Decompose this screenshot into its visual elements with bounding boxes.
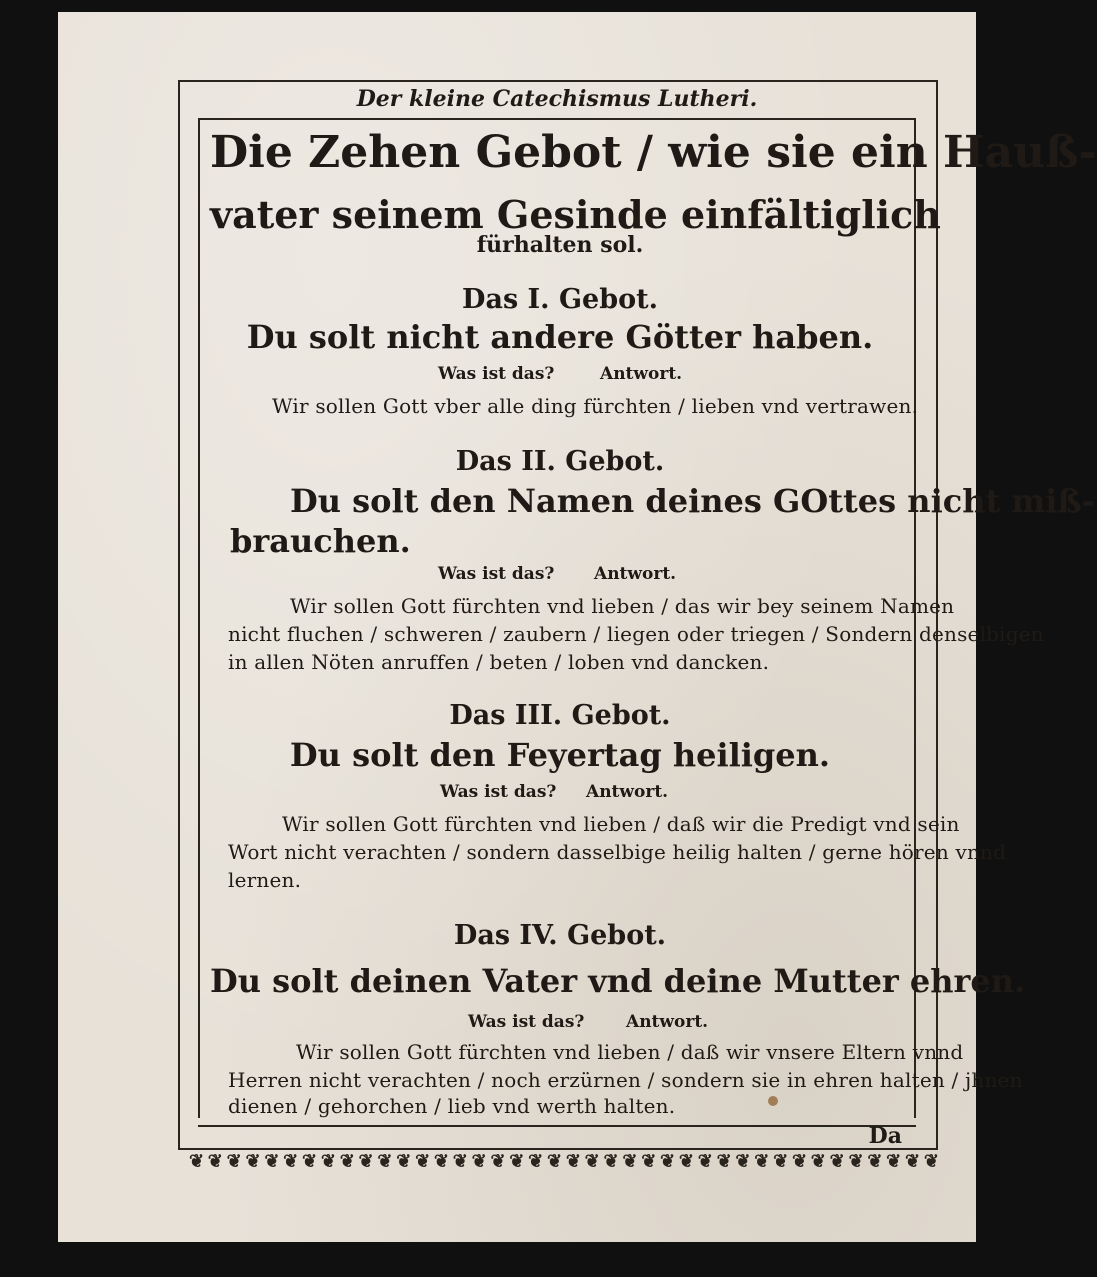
question-label: Was ist das?: [438, 364, 555, 384]
running-head: Der kleine Catechismus Lutheri.: [356, 86, 758, 112]
ornament-fleuron-icon: ❦: [528, 1151, 544, 1172]
answer-line: nicht fluchen / schweren / zaubern / liegen oder triegen / Sondern denselbigen: [228, 622, 1044, 646]
ornament-fleuron-icon: ❦: [641, 1151, 657, 1172]
ornament-fleuron-icon: ❦: [452, 1151, 468, 1172]
ornament-fleuron-icon: ❦: [603, 1151, 619, 1172]
ornament-fleuron-icon: ❦: [829, 1151, 845, 1172]
catchword: Da: [868, 1123, 902, 1149]
ornament-fleuron-icon: ❦: [773, 1151, 789, 1172]
ornament-fleuron-icon: ❦: [396, 1151, 412, 1172]
answer-label: Antwort.: [600, 364, 683, 384]
ornament-fleuron-icon: ❦: [358, 1151, 374, 1172]
commandment-heading: Das I. Gebot.: [462, 284, 658, 315]
ornament-fleuron-icon: ❦: [622, 1151, 638, 1172]
ornament-fleuron-icon: ❦: [697, 1151, 713, 1172]
answer-line: in allen Nöten anruffen / beten / loben vnd dancken.: [228, 650, 770, 674]
ornament-fleuron-icon: ❦: [264, 1151, 280, 1172]
answer-label: Antwort.: [586, 782, 669, 802]
ornament-fleuron-icon: ❦: [848, 1151, 864, 1172]
ornament-fleuron-icon: ❦: [490, 1151, 506, 1172]
title-line-2: vater seinem Gesinde einfältiglich: [210, 192, 941, 237]
title-line-1: Die Zehen Gebot / wie sie ein Hauß-: [210, 127, 1097, 178]
ornament-fleuron-icon: ❦: [339, 1151, 355, 1172]
ornament-fleuron-icon: ❦: [320, 1151, 336, 1172]
ornament-fleuron-icon: ❦: [188, 1151, 205, 1172]
ornament-fleuron-icon: ❦: [716, 1151, 732, 1172]
ornament-fleuron-icon: ❦: [415, 1151, 431, 1172]
answer-line: Wir sollen Gott fürchten vnd lieben / daß wir die Predigt vnd sein: [282, 812, 960, 836]
ornament-fleuron-icon: ❦: [660, 1151, 676, 1172]
ornament-fleuron-icon: ❦: [509, 1151, 525, 1172]
commandment-text: Du solt den Namen deines GOttes nicht miß-: [290, 482, 1095, 520]
ornament-fleuron-icon: ❦: [905, 1151, 921, 1172]
commandment-text: Du solt den Feyertag heiligen.: [289, 736, 831, 774]
commandment-heading: Das III. Gebot.: [449, 700, 671, 731]
ornament-fleuron-icon: ❦: [584, 1151, 600, 1172]
answer-label: Antwort.: [594, 564, 677, 584]
question-label: Was ist das?: [440, 782, 557, 802]
ornament-fleuron-icon: ❦: [678, 1151, 694, 1172]
ornament-fleuron-icon: ❦: [471, 1151, 487, 1172]
commandment-heading: Das II. Gebot.: [455, 446, 665, 477]
ornament-fleuron-icon: ❦: [810, 1151, 826, 1172]
footer-rule: [198, 1125, 916, 1127]
ornament-fleuron-icon: ❦: [207, 1151, 223, 1172]
commandment-heading: Das IV. Gebot.: [453, 920, 667, 951]
ornament-fleuron-icon: ❦: [735, 1151, 751, 1172]
answer-line: Wir sollen Gott fürchten vnd lieben / daß wir vnsere Eltern vnnd: [296, 1040, 964, 1064]
commandment-text: Du solt deinen Vater vnd deine Mutter ehren.: [210, 962, 1026, 1000]
ornament-fleuron-icon: ❦: [923, 1151, 939, 1172]
ornament-fleuron-icon: ❦: [377, 1151, 393, 1172]
ornament-fleuron-icon: ❦: [433, 1151, 450, 1172]
answer-line: Herren nicht verachten / noch erzürnen / sondern sie in ehren halten / jhnen: [228, 1068, 1023, 1092]
answer-line: Wir sollen Gott vber alle ding fürchten / lieben vnd vertrawen.: [272, 394, 919, 418]
commandment-text: brauchen.: [230, 522, 411, 560]
ornament-band: [188, 1150, 940, 1174]
answer-line: Wir sollen Gott fürchten vnd lieben / das wir bey seinem Namen: [290, 594, 955, 618]
ornament-fleuron-icon: ❦: [546, 1151, 563, 1172]
ink-stain: [768, 1096, 778, 1106]
ornament-fleuron-icon: ❦: [867, 1151, 883, 1172]
ornament-fleuron-icon: ❦: [283, 1151, 299, 1172]
ornament-fleuron-icon: ❦: [791, 1151, 808, 1172]
header-rule: [198, 118, 916, 120]
title-line-3: fürhalten sol.: [476, 232, 644, 258]
ornament-fleuron-icon: ❦: [226, 1151, 242, 1172]
question-label: Was ist das?: [438, 564, 555, 584]
answer-line: dienen / gehorchen / lieb vnd werth halten.: [228, 1094, 676, 1118]
ornament-fleuron-icon: ❦: [302, 1151, 318, 1172]
ornament-fleuron-icon: ❦: [245, 1151, 261, 1172]
question-label: Was ist das?: [468, 1012, 585, 1032]
ornament-fleuron-icon: ❦: [754, 1151, 770, 1172]
ornament-fleuron-icon: ❦: [565, 1151, 581, 1172]
commandment-text: Du solt nicht andere Götter haben.: [246, 318, 874, 356]
answer-line: lernen.: [228, 868, 302, 892]
ornament-fleuron-icon: ❦: [886, 1151, 902, 1172]
answer-line: Wort nicht verachten / sondern dasselbige heilig halten / gerne hören vnnd: [228, 840, 1007, 864]
answer-label: Antwort.: [626, 1012, 709, 1032]
